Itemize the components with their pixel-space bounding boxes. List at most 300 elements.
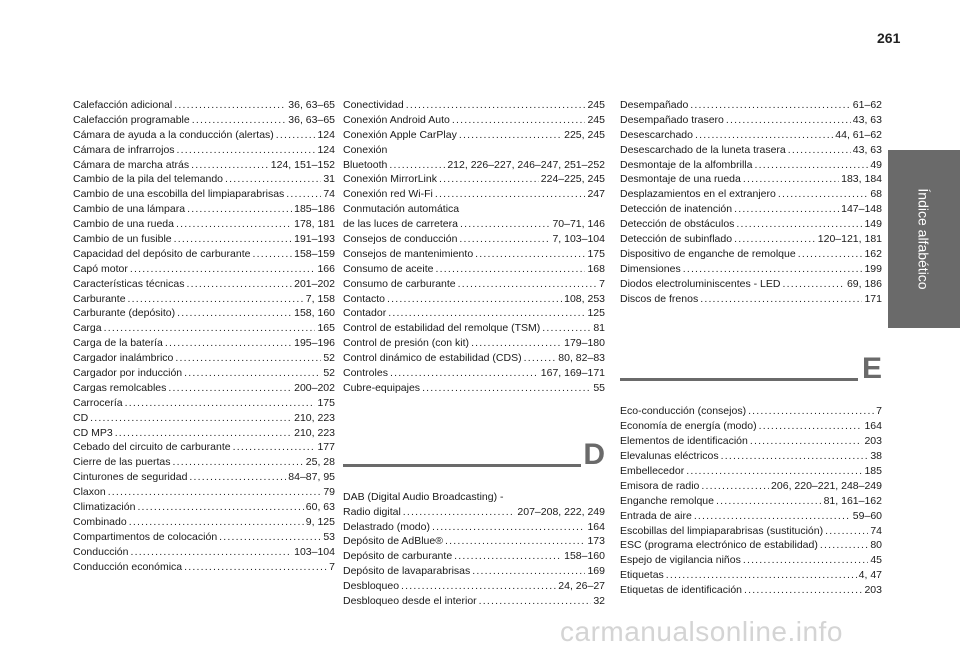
index-term: Entrada de aire [620, 509, 692, 522]
index-entry [620, 404, 882, 419]
index-page-refs: 195–196 [294, 337, 335, 350]
index-entry [343, 490, 605, 505]
index-term: CD MP3 [73, 426, 113, 439]
index-entry [620, 524, 882, 539]
index-entry [620, 247, 882, 262]
index-term: Conectividad [343, 98, 404, 111]
index-entry [620, 509, 882, 524]
dot-leader [387, 292, 562, 307]
index-term: Cubre-equipajes [343, 381, 421, 394]
dot-leader [524, 351, 557, 366]
index-page-refs: 166 [317, 262, 335, 275]
dot-leader [175, 351, 321, 366]
index-entry [73, 292, 335, 307]
index-entry [73, 98, 335, 113]
dot-leader [759, 419, 863, 434]
index-entry [73, 515, 335, 530]
index-term: Etiquetas de identificación [620, 584, 742, 597]
index-entry [73, 545, 335, 560]
dot-leader [168, 381, 292, 396]
index-term: Carga [73, 322, 102, 335]
index-entry [343, 128, 605, 143]
index-term: Desplazamientos en el extranjero [620, 188, 776, 201]
index-term: Carburante (depósito) [73, 307, 176, 320]
dot-leader [734, 232, 816, 247]
dot-leader [683, 262, 863, 277]
dot-leader [172, 455, 303, 470]
dot-leader [189, 470, 286, 485]
index-list-c-continued [343, 98, 605, 396]
dot-leader [252, 247, 292, 262]
index-page-refs: 80, 82–83 [558, 352, 605, 365]
index-term: Cambio de la pila del telemando [73, 173, 224, 186]
index-entry [620, 494, 882, 509]
index-entry [73, 247, 335, 262]
index-term: Consumo de aceite [343, 262, 434, 275]
index-page-refs: 199 [864, 262, 882, 275]
index-entry [73, 530, 335, 545]
index-entry [343, 143, 605, 158]
index-entry [620, 277, 882, 292]
index-page-refs: 168 [587, 262, 605, 275]
index-term: Detección de obstáculos [620, 218, 735, 231]
dot-leader [403, 505, 516, 520]
index-entry [620, 464, 882, 479]
index-term: Control dinámico de estabilidad (CDS) [343, 352, 522, 365]
index-term: ESC (programa electrónico de estabilidad) [620, 539, 818, 552]
index-term: Cámara de marcha atrás [73, 158, 190, 171]
index-entry [73, 411, 335, 426]
index-entry [343, 351, 605, 366]
index-page-refs: 43, 63 [852, 113, 882, 126]
index-term: Control de estabilidad del remolque (TSM) [343, 322, 541, 335]
index-page-refs: 147–148 [841, 203, 882, 216]
index-page-refs: 203 [864, 435, 882, 448]
dot-leader [736, 217, 862, 232]
index-term: Etiquetas [620, 569, 664, 582]
index-term: Consejos de mantenimiento [343, 247, 474, 260]
dot-leader [177, 143, 316, 158]
index-term: Elevalunas eléctricos [620, 450, 719, 463]
index-entry [620, 172, 882, 187]
index-page-refs: 7, 158 [305, 292, 335, 305]
index-page-refs: 43, 63 [852, 143, 882, 156]
index-page-refs: 179–180 [564, 337, 605, 350]
dot-leader [125, 396, 316, 411]
index-entry [343, 321, 605, 336]
index-page-refs: 173 [587, 535, 605, 548]
index-entry [73, 500, 335, 515]
dot-leader [479, 594, 592, 609]
index-page-refs: 245 [587, 113, 605, 126]
index-entry [620, 449, 882, 464]
index-page-refs: 74 [870, 524, 882, 537]
dot-leader [542, 321, 591, 336]
dot-leader [137, 500, 303, 515]
index-page-refs: 165 [317, 322, 335, 335]
section-side-tab [888, 150, 960, 328]
index-entry [73, 232, 335, 247]
index-page-refs: 79 [323, 486, 335, 499]
index-page-refs: 175 [317, 396, 335, 409]
index-page-refs: 36, 63–65 [288, 98, 335, 111]
index-term: Cargador por inducción [73, 367, 183, 380]
index-term: Cámara de ayuda a la conducción (alertas) [73, 128, 274, 141]
dot-leader [452, 113, 586, 128]
index-entry [343, 306, 605, 321]
dot-leader [129, 515, 304, 530]
index-page-refs: 224–225, 245 [540, 173, 605, 186]
index-term: Emisora de radio [620, 479, 700, 492]
index-entry [620, 538, 882, 553]
index-page-refs: 175 [587, 247, 605, 260]
dot-leader [177, 306, 292, 321]
index-entry [73, 560, 335, 575]
index-term: Claxon [73, 486, 106, 499]
index-page-refs: 52 [323, 352, 335, 365]
index-entry [343, 187, 605, 202]
index-term: Economía de energía (modo) [620, 420, 757, 433]
dot-leader [825, 524, 868, 539]
index-page-refs: 185–186 [294, 203, 335, 216]
index-page-refs: 124 [317, 128, 335, 141]
index-page-refs: 81, 161–162 [823, 494, 882, 507]
dot-leader [788, 143, 851, 158]
index-entry [343, 247, 605, 262]
dot-leader [748, 404, 874, 419]
section-letter: D [583, 437, 605, 471]
index-page-refs: 120–121, 181 [817, 233, 882, 245]
index-term: Diodos electroluminiscentes - LED [620, 277, 781, 290]
index-term: Cinturones de seguridad [73, 471, 188, 484]
index-term: Carga de la batería [73, 337, 163, 350]
index-term: Conmutación automática [343, 203, 460, 216]
index-term: Control de presión (con kit) [343, 337, 470, 350]
index-term: Capó motor [73, 262, 128, 275]
dot-leader [432, 520, 586, 535]
page-number: 261 [877, 30, 901, 46]
index-page-refs: 206, 220–221, 248–249 [771, 479, 882, 492]
index-term: Compartimentos de colocación [73, 530, 218, 543]
index-term: Carburante [73, 292, 126, 305]
index-term: Desescarchado de la luneta trasera [620, 143, 786, 156]
index-entry [73, 262, 335, 277]
dot-leader [778, 187, 868, 202]
dot-leader [721, 449, 869, 464]
index-entry [343, 232, 605, 247]
dot-leader [422, 381, 591, 396]
index-entry [343, 520, 605, 535]
dot-leader [475, 247, 585, 262]
index-term: Dimensiones [620, 262, 681, 275]
index-page-refs: 158–160 [564, 550, 605, 563]
index-page-refs: 177 [317, 441, 335, 454]
index-entry [620, 143, 882, 158]
index-page-refs: 44, 61–62 [835, 128, 882, 141]
index-page-refs: 169 [587, 565, 605, 578]
section-header-e [620, 352, 882, 404]
index-entry [620, 262, 882, 277]
dot-leader [726, 113, 851, 128]
dot-leader [130, 262, 316, 277]
index-page-refs: 210, 223 [294, 426, 335, 439]
index-page-refs: 171 [864, 292, 882, 305]
index-page-refs: 74 [323, 188, 335, 201]
index-term: Conexión MirrorLink [343, 173, 437, 186]
index-entry [343, 172, 605, 187]
dot-leader [454, 549, 562, 564]
index-page-refs: 60, 63 [305, 501, 335, 514]
dot-leader [439, 172, 539, 187]
index-page-refs: 24, 26–27 [558, 580, 605, 593]
index-page-refs: 7 [876, 405, 882, 418]
dot-leader [406, 98, 586, 113]
index-entry [73, 202, 335, 217]
index-page-refs: 7, 103–104 [552, 233, 605, 245]
index-page-refs: 149 [864, 218, 882, 231]
index-entry [343, 113, 605, 128]
index-page-refs: 25, 28 [305, 456, 335, 469]
index-term: Desescarchado [620, 128, 693, 141]
index-term: Enganche remolque [620, 494, 714, 507]
index-entry [73, 336, 335, 351]
dot-leader [276, 128, 316, 143]
index-page-refs: 4, 47 [858, 569, 882, 582]
index-entry [73, 485, 335, 500]
dot-leader [191, 158, 269, 173]
index-page-refs: 32 [593, 595, 605, 608]
index-page-refs: 178, 181 [294, 218, 335, 231]
index-term: Bluetooth [343, 158, 388, 171]
dot-leader [390, 366, 539, 381]
index-term: de las luces de carretera [343, 218, 458, 231]
dot-leader [750, 434, 863, 449]
index-term: Climatización [73, 501, 136, 514]
index-page-refs: 185 [864, 465, 882, 478]
index-term: Depósito de AdBlue® [343, 535, 443, 548]
index-page-refs: 164 [587, 520, 605, 533]
index-term: Calefacción adicional [73, 98, 173, 111]
dot-leader [754, 158, 868, 173]
index-page-refs: 108, 253 [564, 292, 605, 305]
index-page-refs: 38 [870, 450, 882, 463]
dot-leader [445, 534, 585, 549]
index-page-refs: 191–193 [294, 233, 335, 245]
index-page-refs: 167, 169–171 [540, 367, 605, 380]
index-entry [73, 128, 335, 143]
index-term: Cambio de una rueda [73, 218, 174, 231]
index-term: Desbloqueo desde el interior [343, 595, 477, 608]
index-entry [620, 479, 882, 494]
index-page-refs: 124, 151–152 [270, 158, 335, 171]
index-term: Contacto [343, 292, 386, 305]
index-entry [620, 158, 882, 173]
index-term: Cámara de infrarrojos [73, 143, 175, 156]
index-term: Carrocería [73, 396, 123, 409]
index-entry [343, 202, 605, 217]
index-term: Conexión [343, 143, 388, 156]
index-term: Conducción [73, 545, 129, 558]
index-page-refs: 59–60 [852, 509, 882, 522]
dot-leader [435, 187, 586, 202]
index-page-refs: 80 [870, 539, 882, 552]
index-page-refs: 45 [870, 554, 882, 567]
dot-leader [690, 98, 851, 113]
index-entry [73, 321, 335, 336]
dot-leader [695, 128, 833, 143]
index-page-refs: 158, 160 [294, 307, 335, 320]
index-term: Conexión Android Auto [343, 113, 450, 126]
index-entry [620, 568, 882, 583]
index-page-refs: 210, 223 [294, 411, 335, 424]
dot-leader [458, 277, 598, 292]
dot-leader [184, 560, 327, 575]
index-term: Conexión Apple CarPlay [343, 128, 457, 141]
index-term: DAB (Digital Audio Broadcasting) - [343, 490, 504, 503]
index-page-refs: 212, 226–227, 246–247, 251–252 [447, 158, 605, 171]
index-entry [620, 553, 882, 568]
dot-leader [701, 479, 769, 494]
index-term: Desmontaje de una rueda [620, 173, 741, 186]
dot-leader [686, 464, 862, 479]
index-page-refs: 183, 184 [841, 173, 882, 186]
index-term: Capacidad del depósito de carburante [73, 247, 251, 260]
index-page-refs: 245 [587, 98, 605, 111]
index-entry [73, 351, 335, 366]
index-page-refs: 81 [593, 322, 605, 335]
index-entry [73, 187, 335, 202]
index-entry [73, 306, 335, 321]
index-page-refs: 36, 63–65 [288, 113, 335, 126]
dot-leader [798, 247, 863, 262]
index-entry [73, 396, 335, 411]
index-page-refs: 125 [587, 307, 605, 320]
index-term: Desmontaje de la alfombrilla [620, 158, 753, 171]
index-page-refs: 158–159 [294, 247, 335, 260]
index-term: Depósito de carburante [343, 550, 453, 563]
dot-leader [700, 292, 862, 307]
dot-leader [743, 172, 839, 187]
index-entry [620, 98, 882, 113]
index-term: Detección de subinflado [620, 233, 733, 245]
index-page-refs: 247 [587, 188, 605, 201]
index-entry [343, 534, 605, 549]
index-entry [73, 217, 335, 232]
index-entry [73, 470, 335, 485]
index-entry [343, 579, 605, 594]
index-entry [73, 277, 335, 292]
index-entry [620, 217, 882, 232]
dot-leader [186, 277, 292, 292]
index-entry [73, 455, 335, 470]
dot-leader [184, 366, 321, 381]
index-entry [343, 594, 605, 609]
index-list-e [620, 404, 882, 598]
dot-leader [174, 98, 286, 113]
index-term: Cebado del circuito de carburante [73, 441, 231, 454]
dot-leader [460, 217, 550, 232]
dot-leader [128, 292, 304, 307]
index-term: Cargas remolcables [73, 381, 167, 394]
index-page-refs: 69, 186 [846, 277, 882, 290]
dot-leader [286, 187, 321, 202]
index-page-refs: 203 [864, 584, 882, 597]
index-entry [620, 187, 882, 202]
section-divider [343, 464, 581, 467]
index-page-refs: 84–87, 95 [288, 471, 335, 484]
index-entry [620, 113, 882, 128]
index-entry [343, 549, 605, 564]
index-list-d [343, 490, 605, 609]
index-page-refs: 7 [329, 560, 335, 573]
dot-leader [734, 202, 839, 217]
index-entry [343, 277, 605, 292]
index-entry [73, 158, 335, 173]
index-term: Consumo de carburante [343, 277, 456, 290]
index-term: Escobillas del limpiaparabrisas (sustitución) [620, 524, 824, 537]
index-entry [343, 336, 605, 351]
index-term: Espejo de vigilancia niños [620, 554, 741, 567]
index-entry [343, 217, 605, 232]
index-term: Calefacción programable [73, 113, 190, 126]
index-page-refs: 207–208, 222, 249 [517, 505, 605, 518]
side-tab-label: Índice alfabético [916, 188, 932, 290]
index-term: Cierre de las puertas [73, 456, 171, 469]
index-page-refs: 103–104 [294, 545, 335, 558]
dot-leader [472, 564, 585, 579]
dot-leader [104, 321, 316, 336]
dot-leader [176, 217, 292, 232]
index-entry [343, 158, 605, 173]
index-term: Dispositivo de enganche de remolque [620, 247, 796, 260]
index-list-d-continued [620, 98, 882, 306]
dot-leader [820, 538, 868, 553]
index-term: Consejos de conducción [343, 233, 458, 245]
dot-leader [130, 545, 292, 560]
index-page-refs: 53 [323, 530, 335, 543]
index-column-3 [620, 98, 882, 598]
dot-leader [90, 411, 292, 426]
dot-leader [666, 568, 857, 583]
index-entry [620, 128, 882, 143]
index-page-refs: 31 [323, 173, 335, 186]
section-header-d [343, 437, 605, 490]
index-term: CD [73, 411, 89, 424]
index-term: Eco-conducción (consejos) [620, 405, 747, 418]
index-page-refs: 70–71, 146 [552, 218, 605, 231]
index-entry [343, 98, 605, 113]
index-entry [73, 113, 335, 128]
index-page-refs: 68 [870, 188, 882, 201]
index-page-refs: 201–202 [294, 277, 335, 290]
index-page-refs: 164 [864, 420, 882, 433]
index-column-1 [73, 98, 335, 575]
index-entry [620, 419, 882, 434]
index-page-refs: 7 [599, 277, 605, 290]
index-entry [343, 564, 605, 579]
index-term: Conexión red Wi-Fi [343, 188, 433, 201]
index-entry [73, 426, 335, 441]
dot-leader [388, 306, 585, 321]
index-term: Cambio de una lámpara [73, 203, 186, 216]
index-entry [620, 232, 882, 247]
dot-leader [187, 202, 292, 217]
index-page-refs: 9, 125 [305, 515, 335, 528]
index-term: Conducción económica [73, 560, 183, 573]
index-page-refs: 200–202 [294, 381, 335, 394]
index-column-2 [343, 98, 605, 609]
dot-leader [471, 336, 562, 351]
